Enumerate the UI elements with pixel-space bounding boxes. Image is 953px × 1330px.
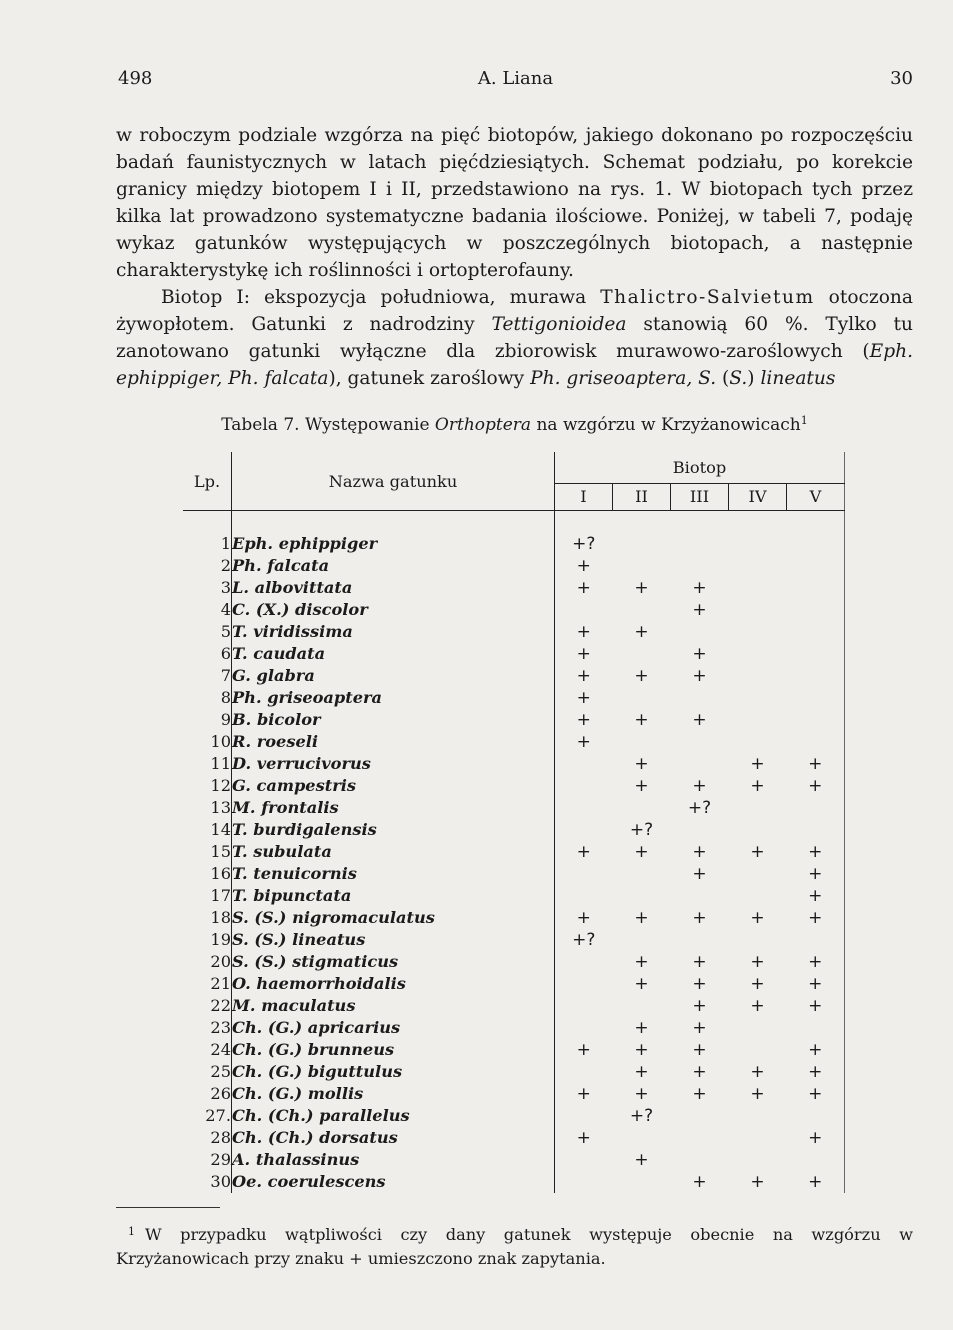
biotop-3-cell	[671, 753, 729, 775]
biotop-5-cell	[787, 1017, 845, 1039]
biotop-2-cell: +	[634, 710, 649, 730]
biotop-5-cell: +	[787, 775, 845, 797]
biotop-4-cell	[729, 731, 787, 753]
p2-species-2: Ph. griseoaptera, S.	[530, 368, 717, 389]
row-number: 15	[183, 841, 232, 863]
biotop-4-cell	[729, 819, 787, 841]
table-row	[183, 1127, 845, 1149]
page-number-left: 498	[118, 68, 153, 89]
caption-suffix: na wzgórzu w Krzyżanowicach	[531, 415, 801, 435]
biotop-5-cell: +	[787, 1061, 845, 1083]
row-number: 5	[183, 621, 232, 643]
species-name: Ch. (G.) apricarius	[232, 1017, 555, 1039]
col-header-name: Nazwa gatunku	[232, 452, 555, 511]
biotop-1-cell: +	[576, 1128, 591, 1148]
table-row	[183, 775, 845, 797]
species-name: L. albovittata	[232, 577, 555, 599]
biotop-2-cell	[613, 731, 671, 753]
biotop-4-cell	[729, 1017, 787, 1039]
biotop-2-cell: +	[634, 1062, 649, 1082]
row-number: 20	[183, 951, 232, 973]
biotop-3-cell	[671, 1105, 729, 1127]
p2-superfamily: Tettigonioidea	[491, 314, 627, 335]
biotop-1-cell	[555, 1105, 613, 1127]
biotop-2-cell	[613, 1127, 671, 1149]
table-row	[183, 885, 845, 907]
biotop-4-cell	[729, 1127, 787, 1149]
biotop-2-cell	[613, 929, 671, 951]
biotop-1-cell	[555, 1017, 613, 1039]
biotop-4-cell	[729, 929, 787, 951]
row-number: 26	[183, 1083, 232, 1105]
biotop-2-cell	[613, 533, 671, 555]
biotop-1-cell	[555, 973, 613, 995]
biotop-5-cell	[787, 1149, 845, 1171]
biotop-1-cell	[555, 599, 613, 621]
table-row	[183, 1017, 845, 1039]
row-number: 1	[183, 533, 232, 555]
row-number: 14	[183, 819, 232, 841]
row-number: 28	[183, 1127, 232, 1149]
table-row	[183, 577, 845, 599]
biotop-5-cell: +	[787, 1127, 845, 1149]
row-number: 13	[183, 797, 232, 819]
biotop-2-cell	[613, 863, 671, 885]
biotop-2-cell: +	[634, 952, 649, 972]
biotop-3-cell: +	[692, 1018, 707, 1038]
biotop-4-cell: +	[750, 776, 765, 796]
species-name: S. (S.) lineatus	[232, 929, 555, 951]
caption-prefix: Tabela 7. Występowanie	[221, 415, 435, 435]
footnote	[116, 1220, 913, 1271]
footnote-mark: 1	[128, 1225, 135, 1238]
row-number: 10	[183, 731, 232, 753]
biotop-5-cell: +	[787, 1171, 845, 1193]
paragraph-2	[116, 284, 913, 392]
biotop-4-cell: +	[750, 1172, 765, 1192]
biotop-5-cell	[787, 709, 845, 731]
biotop-4-cell: +	[750, 952, 765, 972]
biotop-5-cell: +	[787, 863, 845, 885]
p2-species-1: Eph. ephippiger, Ph. falcata	[116, 341, 913, 389]
row-number: 2	[183, 555, 232, 577]
table-spacer-row	[183, 511, 845, 534]
col-header-biotop-1: I	[555, 483, 613, 510]
biotop-4-cell: +	[750, 1062, 765, 1082]
species-name: M. frontalis	[232, 797, 555, 819]
species-name: O. haemorrhoidalis	[232, 973, 555, 995]
biotop-5-cell	[787, 643, 845, 665]
biotop-1-cell: +	[576, 1040, 591, 1060]
biotop-1-cell: +	[576, 710, 591, 730]
biotop-2-cell	[613, 643, 671, 665]
biotop-4-cell	[729, 621, 787, 643]
biotop-1-cell	[555, 775, 613, 797]
row-number: 12	[183, 775, 232, 797]
col-header-biotop-4: IV	[729, 483, 787, 510]
biotop-1-cell: +	[576, 666, 591, 686]
row-number: 16	[183, 863, 232, 885]
species-name: G. campestris	[232, 775, 555, 797]
row-number: 8	[183, 687, 232, 709]
species-name: Ch. (Ch.) parallelus	[232, 1105, 555, 1127]
species-name: T. tenuicornis	[232, 863, 555, 885]
row-number: 21	[183, 973, 232, 995]
biotop-4-cell: +	[750, 974, 765, 994]
species-name: T. bipunctata	[232, 885, 555, 907]
biotop-2-cell: +	[634, 776, 649, 796]
biotop-3-cell: +	[692, 1172, 707, 1192]
page-number-right: 30	[890, 68, 913, 89]
biotop-5-cell: +	[787, 907, 845, 929]
biotop-4-cell	[729, 533, 787, 555]
row-number: 17	[183, 885, 232, 907]
biotop-2-cell: +	[634, 842, 649, 862]
biotop-1-cell: +	[576, 1084, 591, 1104]
table-row	[183, 1171, 845, 1193]
biotop-4-cell: +	[750, 908, 765, 928]
row-number: 9	[183, 709, 232, 731]
table-body	[183, 511, 845, 1194]
biotop-5-cell	[787, 797, 845, 819]
biotop-3-cell: +	[692, 710, 707, 730]
biotop-1-cell: +	[576, 622, 591, 642]
table-row	[183, 973, 845, 995]
biotop-1-cell: +	[576, 578, 591, 598]
biotop-3-cell: +	[692, 578, 707, 598]
table-row	[183, 1105, 845, 1127]
table-row	[183, 665, 845, 687]
biotop-1-cell: +	[576, 732, 591, 752]
biotop-1-cell	[555, 819, 613, 841]
caption-footnote-mark: 1	[800, 414, 808, 427]
row-number: 6	[183, 643, 232, 665]
biotop-2-cell	[613, 555, 671, 577]
table-row	[183, 731, 845, 753]
biotop-4-cell	[729, 797, 787, 819]
biotop-3-cell: +	[692, 776, 707, 796]
table-row	[183, 819, 845, 841]
col-header-biotop-5: V	[787, 483, 845, 510]
biotop-5-cell	[787, 731, 845, 753]
biotop-2-cell	[613, 885, 671, 907]
p2-association: Thalictro-Salvietum	[600, 287, 815, 308]
species-name: Eph. ephippiger	[232, 533, 555, 555]
biotop-1-cell	[555, 1061, 613, 1083]
biotop-4-cell	[729, 885, 787, 907]
biotop-4-cell: +	[750, 1084, 765, 1104]
biotop-5-cell: +	[787, 1083, 845, 1105]
biotop-5-cell	[787, 819, 845, 841]
col-header-lp: Lp.	[183, 452, 232, 511]
biotop-2-cell: +	[634, 1084, 649, 1104]
biotop-2-cell: +	[634, 1018, 649, 1038]
running-header	[118, 68, 913, 92]
biotop-5-cell: +	[787, 1039, 845, 1061]
biotop-1-cell	[555, 753, 613, 775]
biotop-2-cell	[613, 995, 671, 1017]
row-number: 7	[183, 665, 232, 687]
p2-species-3: S.	[729, 368, 748, 389]
biotop-5-cell: +	[787, 951, 845, 973]
table-row	[183, 1083, 845, 1105]
biotop-1-cell: +	[576, 644, 591, 664]
biotop-4-cell: +	[750, 996, 765, 1016]
table-row	[183, 1039, 845, 1061]
biotop-4-cell	[729, 1149, 787, 1171]
biotop-3-cell	[671, 1127, 729, 1149]
footnote-text: W przypadku wątpliwości czy dany gatunek występuje obecnie na wzgórzu w Krzyżanowicach przy znaku + umieszczono znak zapytania.	[116, 1225, 913, 1268]
species-name: T. viridissima	[232, 621, 555, 643]
biotop-1-cell: +	[576, 842, 591, 862]
col-header-biotop-2: II	[613, 483, 671, 510]
biotop-3-cell: +	[692, 974, 707, 994]
table-row	[183, 753, 845, 775]
biotop-4-cell	[729, 555, 787, 577]
biotop-3-cell: +	[692, 842, 707, 862]
species-name: Oe. coerulescens	[232, 1171, 555, 1193]
biotop-2-cell	[613, 797, 671, 819]
biotop-2-cell	[613, 687, 671, 709]
table-row	[183, 863, 845, 885]
biotop-4-cell	[729, 863, 787, 885]
biotop-3-cell	[671, 929, 729, 951]
species-name: D. verrucivorus	[232, 753, 555, 775]
table-row	[183, 621, 845, 643]
row-number: 22	[183, 995, 232, 1017]
table-row	[183, 533, 845, 555]
biotop-5-cell	[787, 555, 845, 577]
species-name: C. (X.) discolor	[232, 599, 555, 621]
p2-text-4: ), gatunek zaroślowy	[328, 368, 531, 389]
species-name: Ph. falcata	[232, 555, 555, 577]
biotop-5-cell: +	[787, 973, 845, 995]
biotop-1-cell: +?	[572, 930, 596, 950]
species-name: R. roeseli	[232, 731, 555, 753]
table-row	[183, 951, 845, 973]
species-name: Ch. (G.) mollis	[232, 1083, 555, 1105]
col-header-biotop-3: III	[671, 483, 729, 510]
biotop-3-cell: +	[692, 600, 707, 620]
biotop-4-cell	[729, 577, 787, 599]
biotop-4-cell	[729, 687, 787, 709]
biotop-5-cell	[787, 533, 845, 555]
species-name: T. caudata	[232, 643, 555, 665]
caption-taxon: Orthoptera	[434, 415, 532, 435]
biotop-1-cell: +	[576, 556, 591, 576]
biotop-3-cell	[671, 533, 729, 555]
biotop-3-cell: +	[692, 996, 707, 1016]
species-name: A. thalassinus	[232, 1149, 555, 1171]
biotop-4-cell	[729, 643, 787, 665]
row-number: 27.	[183, 1105, 232, 1127]
species-name: Ch. (Ch.) dorsatus	[232, 1127, 555, 1149]
biotop-2-cell: +	[634, 578, 649, 598]
biotop-3-cell	[671, 621, 729, 643]
table-row	[183, 995, 845, 1017]
biotop-3-cell	[671, 555, 729, 577]
biotop-2-cell: +?	[629, 1106, 654, 1126]
species-name: Ch. (G.) brunneus	[232, 1039, 555, 1061]
row-number: 18	[183, 907, 232, 929]
biotop-3-cell	[671, 819, 729, 841]
biotop-4-cell: +	[750, 754, 765, 774]
species-name: T. subulata	[232, 841, 555, 863]
orthoptera-table	[183, 452, 845, 1193]
biotop-3-cell: +	[692, 644, 707, 664]
biotop-2-cell: +	[634, 1040, 649, 1060]
biotop-1-cell	[555, 1171, 613, 1193]
biotop-2-cell: +	[634, 974, 649, 994]
biotop-1-cell	[555, 885, 613, 907]
biotop-3-cell	[671, 687, 729, 709]
p2-text-5: (	[716, 368, 730, 389]
biotop-1-cell	[555, 797, 613, 819]
table-row	[183, 1061, 845, 1083]
table-row	[183, 907, 845, 929]
species-name: T. burdigalensis	[232, 819, 555, 841]
table-row	[183, 687, 845, 709]
biotop-3-cell: +	[692, 864, 707, 884]
p2-text-3: stanowią 60 %. Tylko tu zanotowano gatunki wyłączne dla zbiorowisk murawowo-zaroślowych (	[116, 314, 913, 362]
biotop-5-cell	[787, 621, 845, 643]
row-number: 23	[183, 1017, 232, 1039]
row-number: 4	[183, 599, 232, 621]
table-row	[183, 599, 845, 621]
biotop-2-cell: +	[634, 666, 649, 686]
biotop-1-cell: +	[576, 688, 591, 708]
table-row	[183, 709, 845, 731]
table-row	[183, 555, 845, 577]
table-row	[183, 643, 845, 665]
biotop-1-cell: +?	[572, 534, 596, 554]
biotop-2-cell: +	[634, 908, 649, 928]
biotop-4-cell	[729, 1039, 787, 1061]
biotop-5-cell	[787, 665, 845, 687]
biotop-3-cell: +	[692, 1040, 707, 1060]
biotop-3-cell: +	[692, 666, 707, 686]
table-caption	[116, 414, 913, 435]
row-number: 11	[183, 753, 232, 775]
footnote-rule	[116, 1207, 220, 1208]
biotop-2-cell: +?	[629, 820, 654, 840]
p2-text-1: Biotop I: ekspozycja południowa, murawa	[161, 287, 601, 308]
biotop-1-cell	[555, 995, 613, 1017]
biotop-4-cell	[729, 1105, 787, 1127]
table-row	[183, 841, 845, 863]
biotop-4-cell	[729, 599, 787, 621]
biotop-2-cell: +	[634, 622, 649, 642]
running-author: A. Liana	[477, 68, 554, 89]
biotop-3-cell: +	[692, 908, 707, 928]
p2-species-4: lineatus	[760, 368, 836, 389]
biotop-1-cell	[555, 951, 613, 973]
biotop-3-cell	[671, 1149, 729, 1171]
biotop-5-cell: +	[787, 885, 845, 907]
row-number: 25	[183, 1061, 232, 1083]
species-name: M. maculatus	[232, 995, 555, 1017]
species-name: S. (S.) nigromaculatus	[232, 907, 555, 929]
biotop-1-cell: +	[576, 908, 591, 928]
biotop-4-cell: +	[750, 842, 765, 862]
species-name: Ph. griseoaptera	[232, 687, 555, 709]
biotop-5-cell	[787, 1105, 845, 1127]
row-number: 3	[183, 577, 232, 599]
biotop-5-cell: +	[787, 753, 845, 775]
col-header-biotop: Biotop	[555, 452, 845, 483]
row-number: 19	[183, 929, 232, 951]
biotop-2-cell	[613, 599, 671, 621]
species-name: S. (S.) stigmaticus	[232, 951, 555, 973]
table-row	[183, 797, 845, 819]
species-name: Ch. (G.) biguttulus	[232, 1061, 555, 1083]
biotop-1-cell	[555, 863, 613, 885]
biotop-2-cell: +	[634, 1150, 649, 1170]
row-number: 24	[183, 1039, 232, 1061]
biotop-2-cell: +	[634, 754, 649, 774]
p2-text-6: )	[747, 368, 761, 389]
biotop-3-cell: +	[692, 1062, 707, 1082]
biotop-5-cell: +	[787, 995, 845, 1017]
biotop-3-cell: +	[692, 952, 707, 972]
biotop-4-cell	[729, 709, 787, 731]
biotop-3-cell: +	[692, 1084, 707, 1104]
body-text	[116, 122, 913, 392]
table-row	[183, 929, 845, 951]
species-name: G. glabra	[232, 665, 555, 687]
species-name: B. bicolor	[232, 709, 555, 731]
biotop-3-cell	[671, 885, 729, 907]
row-number: 30	[183, 1171, 232, 1193]
biotop-5-cell	[787, 929, 845, 951]
biotop-5-cell	[787, 599, 845, 621]
biotop-3-cell: +?	[687, 798, 712, 818]
table-row	[183, 1149, 845, 1171]
paragraph-1: w roboczym podziale wzgórza na pięć biotopów, jakiego dokonano po rozpoczęściu badań faunistycznych w latach pięćdziesiątych. Schemat podziału, po korekcie granicy między biotopem I i II, przedstawiono na rys. 1. W biotopach tych przez kilka lat prowadzono systematyczne badania ilościowe. Poniżej, w tabeli 7, podaję wykaz gatunków występujących w poszczególnych biotopach, a następnie charakterystykę ich roślinności i ortopterofauny.	[116, 125, 913, 281]
biotop-4-cell	[729, 665, 787, 687]
biotop-5-cell: +	[787, 841, 845, 863]
biotop-3-cell	[671, 731, 729, 753]
biotop-5-cell	[787, 577, 845, 599]
row-number: 29	[183, 1149, 232, 1171]
biotop-5-cell	[787, 687, 845, 709]
biotop-2-cell	[613, 1171, 671, 1193]
biotop-1-cell	[555, 1149, 613, 1171]
p2-text-2: otoczona żywopłotem. Gatunki z nadrodziny	[116, 287, 913, 335]
